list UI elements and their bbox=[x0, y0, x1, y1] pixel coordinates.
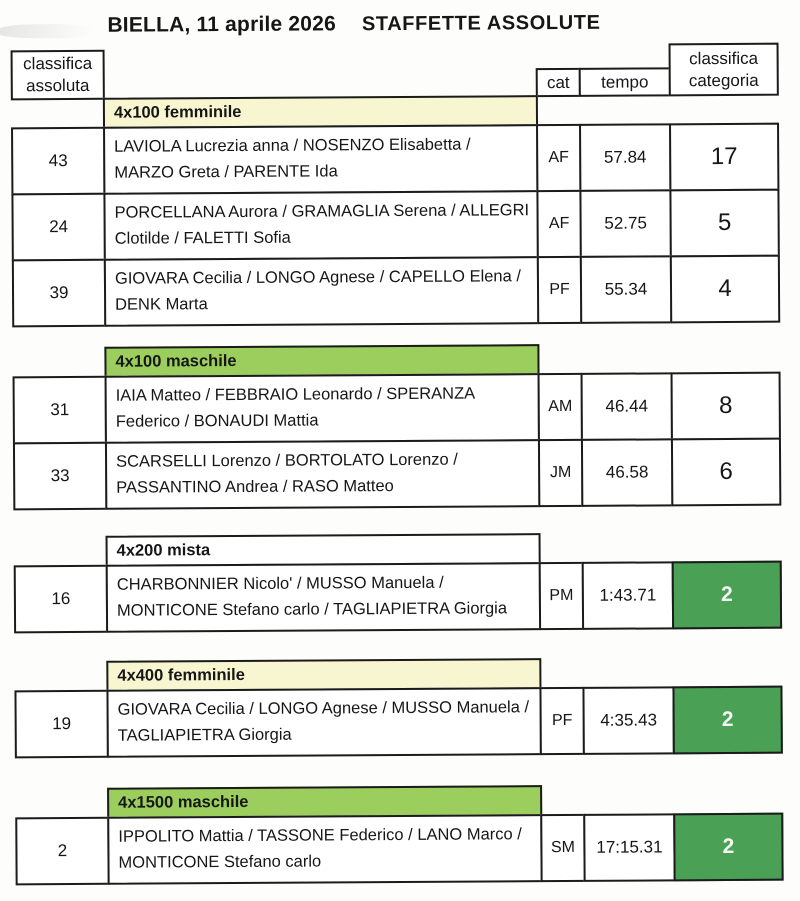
category-cell: PF bbox=[537, 256, 582, 324]
page-title bbox=[107, 11, 600, 38]
rank-overall-cell: 33 bbox=[13, 442, 107, 511]
category-rank-cell: 2 bbox=[672, 561, 782, 630]
time-cell: 55.34 bbox=[580, 255, 672, 324]
rank-overall-cell: 2 bbox=[15, 817, 109, 886]
category-rank-cell: 2 bbox=[673, 813, 783, 882]
athletes-cell bbox=[105, 373, 540, 444]
col-header-line: cat bbox=[546, 72, 570, 92]
section-header-spacer bbox=[14, 536, 108, 568]
table-row bbox=[15, 813, 790, 886]
section-header-spacer bbox=[15, 788, 109, 820]
time-cell: 46.58 bbox=[581, 438, 673, 507]
time-cell: 46.44 bbox=[581, 372, 673, 441]
relay-section bbox=[11, 94, 787, 328]
rank-overall-cell: 24 bbox=[11, 193, 105, 262]
category-cell: SM bbox=[540, 814, 585, 882]
athletes-cell bbox=[107, 814, 542, 885]
category-cell: JM bbox=[538, 439, 583, 507]
rank-overall-cell: 19 bbox=[14, 690, 108, 759]
section-header: 4x400 femminile bbox=[106, 658, 541, 692]
col-header-line: tempo bbox=[601, 72, 649, 92]
category-rank-cell: 17 bbox=[669, 123, 779, 192]
col-header-classifica-categoria bbox=[669, 43, 779, 97]
athletes-names: IAIA Matteo / FEBBRAIO Leonardo / SPERANZA Federico / BONAUDI Mattia bbox=[115, 384, 475, 431]
section-header-spacer bbox=[12, 347, 106, 379]
relay-section bbox=[12, 343, 788, 511]
time-cell: 57.84 bbox=[579, 123, 671, 192]
category-rank-cell: 6 bbox=[671, 438, 781, 507]
relay-section bbox=[14, 532, 790, 634]
section-header-spacer bbox=[11, 98, 105, 130]
athletes-cell bbox=[104, 256, 539, 327]
athletes-cell bbox=[106, 687, 541, 758]
rank-overall-cell: 31 bbox=[13, 376, 107, 445]
athletes-names: LAVIOLA Lucrezia anna / NOSENZO Elisabetta / MARZO Greta / PARENTE Ida bbox=[114, 136, 471, 182]
athletes-names: IPPOLITO Mattia / TASSONE Federico / LANO Marco / MONTICONE Stefano carlo bbox=[118, 825, 522, 872]
category-rank-cell: 5 bbox=[669, 189, 779, 258]
category-cell: AF bbox=[536, 190, 581, 258]
athletes-names: GIOVARA Cecilia / LONGO Agnese / CAPELLO Elena / DENK Marta bbox=[114, 267, 521, 314]
scan-artifact bbox=[0, 24, 93, 39]
category-rank-cell: 8 bbox=[671, 372, 781, 441]
athletes-names: SCARSELLI Lorenzo / BORTOLATO Lorenzo / PASSANTINO Andrea / RASO Matteo bbox=[116, 451, 458, 497]
section-header: 4x200 mista bbox=[106, 533, 541, 567]
col-header-line: categoria bbox=[688, 70, 759, 90]
table-header-row bbox=[11, 43, 786, 101]
col-header-cat bbox=[536, 68, 581, 97]
col-header-line: assoluta bbox=[26, 75, 90, 96]
athletes-names: GIOVARA Cecilia / LONGO Agnese / MUSSO Manuela / TAGLIAPIETRA Giorgia bbox=[117, 698, 530, 745]
event-location-date: BIELLA, 11 aprile 2026 bbox=[107, 12, 336, 37]
col-header-line: classifica bbox=[689, 48, 759, 68]
athletes-names: PORCELLANA Aurora / GRAMAGLIA Serena / ALLEGRI Clotilde / FALETTI Sofia bbox=[114, 201, 530, 248]
col-header-line: classifica bbox=[23, 54, 93, 74]
table-row bbox=[12, 255, 787, 328]
category-rank-cell: 4 bbox=[670, 255, 780, 324]
col-header-tempo bbox=[579, 67, 671, 97]
rank-overall-cell: 39 bbox=[12, 259, 106, 328]
category-cell: PM bbox=[539, 562, 584, 630]
section-header-spacer bbox=[14, 661, 108, 693]
table-row bbox=[11, 123, 786, 196]
section-header: 4x100 maschile bbox=[104, 344, 539, 378]
athletes-cell bbox=[105, 439, 540, 510]
rank-overall-cell: 43 bbox=[11, 127, 105, 196]
table-sections bbox=[11, 94, 791, 886]
time-cell: 52.75 bbox=[579, 189, 671, 258]
section-header: 4x100 femminile bbox=[103, 95, 538, 129]
relay-section bbox=[15, 784, 791, 886]
athletes-cell bbox=[103, 124, 538, 195]
category-cell: AF bbox=[536, 124, 581, 192]
athletes-names: CHARBONNIER Nicolo' / MUSSO Manuela / MONTICONE Stefano carlo / TAGLIAPIETRA Giorgia bbox=[116, 574, 508, 620]
table-row bbox=[14, 561, 789, 634]
rank-overall-cell: 16 bbox=[14, 565, 108, 634]
table-row bbox=[13, 372, 788, 445]
time-cell: 1:43.71 bbox=[582, 561, 674, 630]
col-header-classifica-assoluta bbox=[11, 50, 105, 101]
category-cell: AM bbox=[538, 373, 583, 441]
section-header: 4x1500 maschile bbox=[107, 785, 542, 819]
athletes-cell bbox=[106, 562, 541, 633]
time-cell: 17:15.31 bbox=[583, 813, 675, 882]
time-cell: 4:35.43 bbox=[582, 686, 674, 755]
category-rank-cell: 2 bbox=[672, 686, 782, 755]
table-row bbox=[13, 438, 788, 511]
relay-section bbox=[14, 657, 790, 759]
table-row bbox=[11, 189, 786, 262]
event-title: STAFFETTE ASSOLUTE bbox=[361, 11, 601, 36]
results-table bbox=[11, 43, 791, 886]
category-cell: PF bbox=[539, 687, 584, 755]
table-row bbox=[14, 686, 789, 759]
athletes-cell bbox=[103, 190, 538, 261]
